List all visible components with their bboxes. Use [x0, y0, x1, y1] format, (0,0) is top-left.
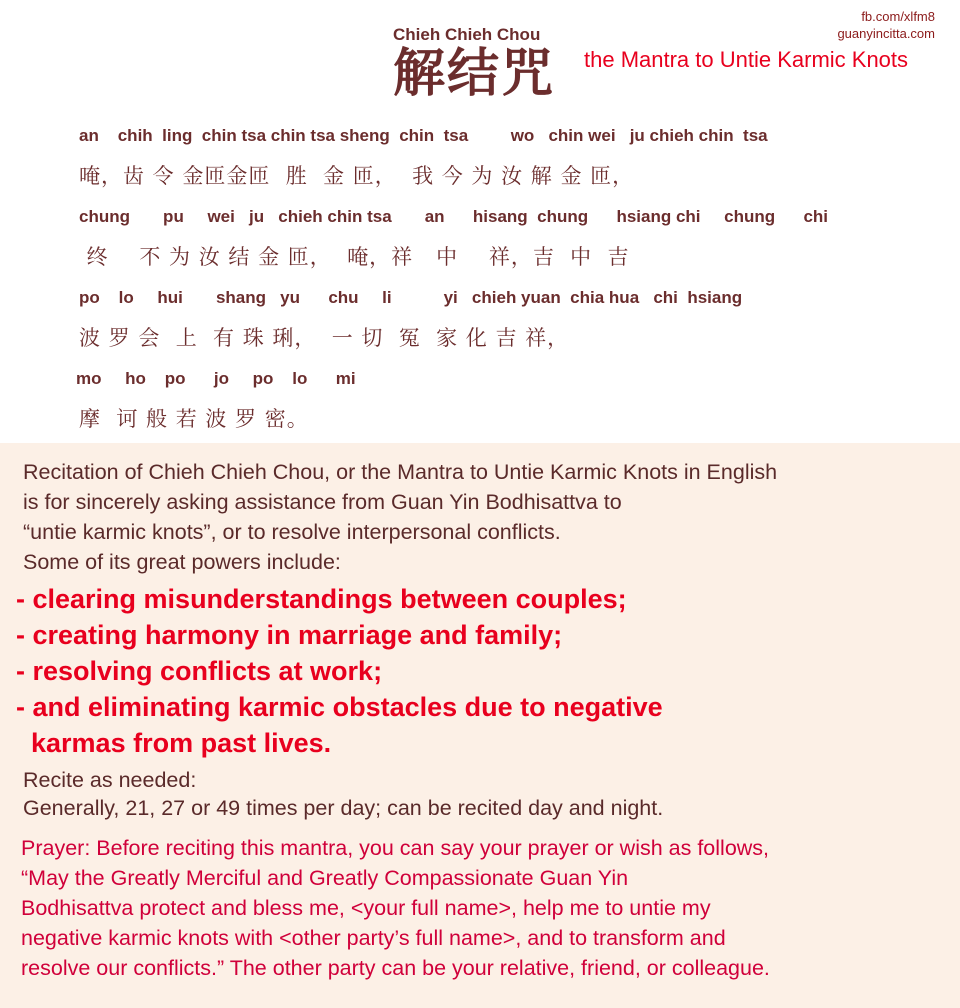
prayer-line: resolve our conflicts.” The other party can be your relative, friend, or colleague. [21, 956, 770, 980]
prayer-line: negative karmic knots with <other party’s full name>, and to transform and [21, 926, 726, 950]
explanation-panel [0, 443, 960, 1008]
mantra-line2-chinese: 终 不 为 汝 结 金 匝， 唵，祥 中 祥，吉 中 吉 [79, 245, 630, 269]
power-item: - creating harmony in marriage and family; [16, 620, 563, 650]
description-line: Some of its great powers include: [23, 550, 341, 574]
website-link[interactable]: guanyincitta.com [837, 26, 935, 41]
description-line: Recitation of Chieh Chieh Chou, or the Mantra to Untie Karmic Knots in English [23, 460, 778, 484]
pinyin-title: Chieh Chieh Chou [393, 25, 541, 44]
mantra-panel [0, 0, 960, 443]
power-item: - and eliminating karmic obstacles due to negative [16, 692, 663, 722]
mantra-line3-chinese: 波 罗 会 上 有 珠 琍， 一 切 冤 家 化 吉 祥， [79, 326, 570, 350]
power-item-continued: karmas from past lives. [16, 728, 332, 758]
description-line: is for sincerely asking assistance from Guan Yin Bodhisattva to [23, 490, 622, 514]
mantra-line1-chinese: 唵，齿 令 金匝金匝 胜 金 匝， 我 今 为 汝 解 金 匝， [79, 164, 635, 188]
mantra-line3-pinyin: po lo hui shang yu chu li yi chieh yuan chia hua chi hsiang [79, 288, 743, 307]
description-line: “untie karmic knots”, or to resolve interpersonal conflicts. [23, 520, 561, 544]
power-item: - clearing misunderstandings between couples; [16, 584, 627, 614]
prayer-line: “May the Greatly Merciful and Greatly Compassionate Guan Yin [21, 866, 629, 890]
english-title: the Mantra to Untie Karmic Knots [584, 47, 909, 72]
facebook-link[interactable]: fb.com/xlfm8 [861, 9, 935, 24]
power-item: - resolving conflicts at work; [16, 656, 383, 686]
recite-label: Recite as needed: [23, 768, 197, 792]
mantra-line4-chinese: 摩 诃 般 若 波 罗 密。 [79, 407, 309, 431]
mantra-line1-pinyin: an chih ling chin tsa chin tsa sheng chin tsa wo chin wei ju chieh chin tsa [79, 126, 768, 145]
prayer-line: Bodhisattva protect and bless me, <your full name>, help me to untie my [21, 896, 711, 920]
prayer-line: Prayer: Before reciting this mantra, you can say your prayer or wish as follows, [21, 836, 770, 860]
recite-detail: Generally, 21, 27 or 49 times per day; can be recited day and night. [23, 796, 664, 820]
mantra-line4-pinyin: mo ho po jo po lo mi [76, 369, 356, 388]
mantra-line2-pinyin: chung pu wei ju chieh chin tsa an hisang chung hsiang chi chung chi [79, 207, 829, 226]
chinese-title: 解结咒 [393, 44, 556, 104]
